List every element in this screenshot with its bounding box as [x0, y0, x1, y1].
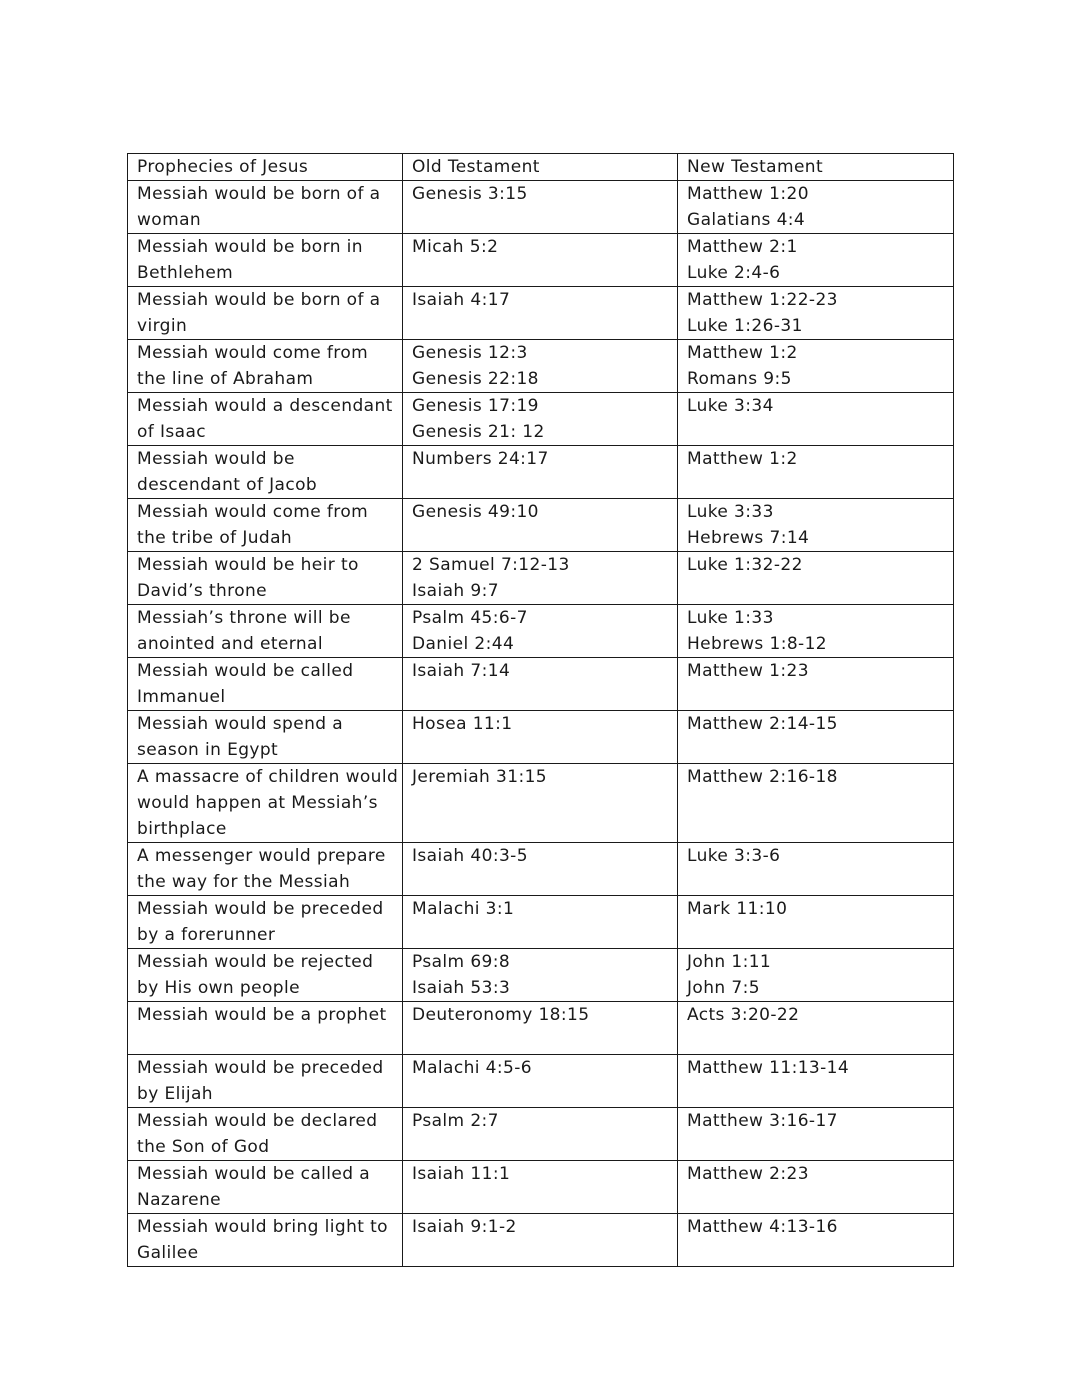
cell-line [412, 790, 673, 816]
table-body [128, 181, 954, 1267]
table-row [128, 1002, 954, 1055]
cell-line: the tribe of Judah [137, 528, 293, 548]
cell-line: Isaiah 4:17 [412, 290, 511, 310]
prophecy-cell [128, 393, 403, 446]
old-testament-cell [403, 499, 678, 552]
new-testament-cell [678, 340, 954, 393]
table-header-row [128, 154, 954, 181]
table-row [128, 1161, 954, 1214]
cell-line: Matthew 2:16-18 [687, 767, 838, 787]
table-row [128, 896, 954, 949]
cell-line [412, 869, 673, 895]
cell-line [412, 525, 673, 551]
new-testament-cell [678, 843, 954, 896]
cell-line [412, 1240, 673, 1266]
cell-line [687, 869, 949, 895]
cell-line: by His own people [137, 978, 300, 998]
cell-line: Matthew 4:13-16 [687, 1217, 838, 1237]
new-testament-cell [678, 181, 954, 234]
cell-line: the Son of God [137, 1137, 270, 1157]
cell-line: birthplace [137, 819, 227, 839]
cell-line: Messiah would be born of a [137, 290, 381, 310]
header-old-testament: Old Testament [403, 154, 678, 181]
cell-line [412, 313, 673, 339]
cell-line: Luke 2:4-6 [687, 263, 781, 283]
cell-line [687, 472, 949, 498]
old-testament-cell [403, 605, 678, 658]
cell-line: Galatians 4:4 [687, 210, 806, 230]
cell-line [687, 1028, 949, 1054]
cell-line: David’s throne [137, 581, 268, 601]
prophecy-cell [128, 552, 403, 605]
table-row [128, 658, 954, 711]
cell-line: Genesis 12:3 [412, 343, 528, 363]
cell-line [687, 578, 949, 604]
table-row [128, 1214, 954, 1267]
cell-line: of Isaac [137, 422, 207, 442]
table-row [128, 764, 954, 843]
old-testament-cell [403, 446, 678, 499]
table-row [128, 446, 954, 499]
cell-line [687, 1134, 949, 1160]
cell-line: Psalm 2:7 [412, 1111, 499, 1131]
cell-line: Genesis 49:10 [412, 502, 539, 522]
table-row [128, 1108, 954, 1161]
cell-line [687, 816, 949, 842]
cell-line: Galilee [137, 1243, 199, 1263]
cell-line: Numbers 24:17 [412, 449, 549, 469]
old-testament-cell [403, 1108, 678, 1161]
prophecy-cell [128, 658, 403, 711]
cell-line: Messiah would bring light to [137, 1217, 388, 1237]
cell-line: Messiah would be called [137, 661, 354, 681]
table-row [128, 340, 954, 393]
cell-line [412, 1081, 673, 1107]
old-testament-cell [403, 1161, 678, 1214]
cell-line: Matthew 3:16-17 [687, 1111, 838, 1131]
cell-line: Malachi 3:1 [412, 899, 515, 919]
cell-line: Messiah would spend a [137, 714, 344, 734]
table-row [128, 949, 954, 1002]
cell-line: A messenger would prepare [137, 846, 386, 866]
prophecy-cell [128, 181, 403, 234]
prophecy-cell [128, 499, 403, 552]
cell-line: Luke 1:32-22 [687, 555, 803, 575]
prophecy-cell [128, 1214, 403, 1267]
old-testament-cell [403, 1055, 678, 1108]
old-testament-cell [403, 1214, 678, 1267]
new-testament-cell [678, 711, 954, 764]
prophecy-cell [128, 1055, 403, 1108]
cell-line: Messiah would be rejected [137, 952, 374, 972]
cell-line: Messiah would come from [137, 502, 369, 522]
cell-line: Malachi 4:5-6 [412, 1058, 532, 1078]
prophecy-table [127, 153, 954, 1267]
header-prophecies: Prophecies of Jesus [128, 154, 403, 181]
new-testament-cell [678, 234, 954, 287]
cell-line: virgin [137, 316, 188, 336]
prophecy-cell [128, 234, 403, 287]
cell-line [687, 737, 949, 763]
cell-line: Luke 1:33 [687, 608, 774, 628]
cell-line: Isaiah 40:3-5 [412, 846, 528, 866]
cell-line: Matthew 1:2 [687, 343, 798, 363]
old-testament-cell [403, 393, 678, 446]
cell-line [687, 684, 949, 710]
prophecy-cell [128, 605, 403, 658]
cell-line [687, 922, 949, 948]
cell-line: Romans 9:5 [687, 369, 792, 389]
old-testament-cell [403, 552, 678, 605]
cell-line: Psalm 69:8 [412, 952, 511, 972]
table-row [128, 499, 954, 552]
new-testament-cell [678, 499, 954, 552]
table-row [128, 287, 954, 340]
old-testament-cell [403, 181, 678, 234]
cell-line: Messiah would be [137, 449, 295, 469]
cell-line: the way for the Messiah [137, 872, 351, 892]
table-row [128, 234, 954, 287]
cell-line [412, 684, 673, 710]
cell-line: Matthew 11:13-14 [687, 1058, 850, 1078]
prophecy-cell [128, 843, 403, 896]
cell-line: Luke 1:26-31 [687, 316, 803, 336]
cell-line [412, 207, 673, 233]
cell-line: Genesis 17:19 [412, 396, 539, 416]
cell-line: Genesis 21: 12 [412, 422, 545, 442]
table-row [128, 605, 954, 658]
cell-line: Messiah would be born in [137, 237, 363, 257]
cell-line [412, 1134, 673, 1160]
old-testament-cell [403, 764, 678, 843]
cell-line: by Elijah [137, 1084, 213, 1104]
cell-line [687, 790, 949, 816]
cell-line [412, 472, 673, 498]
cell-line: Acts 3:20-22 [687, 1005, 800, 1025]
new-testament-cell [678, 1161, 954, 1214]
new-testament-cell [678, 287, 954, 340]
old-testament-cell [403, 658, 678, 711]
cell-line: John 1:11 [687, 952, 772, 972]
cell-line: Matthew 1:22-23 [687, 290, 838, 310]
prophecy-cell [128, 340, 403, 393]
cell-line: Messiah’s throne will be [137, 608, 351, 628]
old-testament-cell [403, 234, 678, 287]
old-testament-cell [403, 711, 678, 764]
prophecy-cell [128, 896, 403, 949]
cell-line: John 7:5 [687, 978, 760, 998]
cell-line [412, 816, 673, 842]
prophecy-cell [128, 711, 403, 764]
table-row [128, 181, 954, 234]
cell-line: Psalm 45:6-7 [412, 608, 528, 628]
cell-line: Matthew 2:14-15 [687, 714, 838, 734]
cell-line: Isaiah 7:14 [412, 661, 511, 681]
document-page [127, 153, 953, 1267]
cell-line [687, 1187, 949, 1213]
new-testament-cell [678, 552, 954, 605]
cell-line [412, 260, 673, 286]
cell-line: Matthew 1:2 [687, 449, 798, 469]
cell-line: Jeremiah 31:15 [412, 767, 548, 787]
table-row [128, 552, 954, 605]
cell-line [137, 1028, 398, 1054]
new-testament-cell [678, 764, 954, 843]
old-testament-cell [403, 843, 678, 896]
new-testament-cell [678, 896, 954, 949]
cell-line [412, 737, 673, 763]
cell-line: Daniel 2:44 [412, 634, 515, 654]
cell-line: Matthew 1:20 [687, 184, 809, 204]
prophecy-cell [128, 949, 403, 1002]
cell-line: Isaiah 11:1 [412, 1164, 511, 1184]
cell-line: the line of Abraham [137, 369, 314, 389]
cell-line: Messiah would be declared [137, 1111, 378, 1131]
cell-line: Messiah would come from [137, 343, 369, 363]
cell-line: A massacre of children would [137, 767, 399, 787]
cell-line [687, 1240, 949, 1266]
cell-line: Messiah would be preceded [137, 899, 384, 919]
cell-line: Luke 3:33 [687, 502, 774, 522]
cell-line: Messiah would be preceded [137, 1058, 384, 1078]
cell-line: season in Egypt [137, 740, 279, 760]
new-testament-cell [678, 1214, 954, 1267]
header-new-testament: New Testament [678, 154, 954, 181]
cell-line: Matthew 2:1 [687, 237, 798, 257]
cell-line: Immanuel [137, 687, 226, 707]
cell-line: Mark 11:10 [687, 899, 788, 919]
old-testament-cell [403, 896, 678, 949]
cell-line [412, 922, 673, 948]
cell-line: Messiah would be called a [137, 1164, 371, 1184]
new-testament-cell [678, 446, 954, 499]
cell-line: Micah 5:2 [412, 237, 499, 257]
cell-line: Hebrews 7:14 [687, 528, 810, 548]
prophecy-cell [128, 287, 403, 340]
cell-line [687, 419, 949, 445]
cell-line: Luke 3:3-6 [687, 846, 781, 866]
cell-line: Genesis 3:15 [412, 184, 528, 204]
cell-line: Bethlehem [137, 263, 234, 283]
new-testament-cell [678, 1108, 954, 1161]
new-testament-cell [678, 605, 954, 658]
cell-line: Isaiah 53:3 [412, 978, 511, 998]
cell-line [687, 1081, 949, 1107]
cell-line: Matthew 1:23 [687, 661, 809, 681]
cell-line: anointed and eternal [137, 634, 323, 654]
cell-line: Hosea 11:1 [412, 714, 513, 734]
cell-line [412, 1028, 673, 1054]
cell-line: Deuteronomy 18:15 [412, 1005, 590, 1025]
cell-line: Isaiah 9:1-2 [412, 1217, 517, 1237]
cell-line: descendant of Jacob [137, 475, 318, 495]
table-row [128, 843, 954, 896]
prophecy-cell [128, 1108, 403, 1161]
table-row [128, 393, 954, 446]
new-testament-cell [678, 949, 954, 1002]
old-testament-cell [403, 340, 678, 393]
prophecy-cell [128, 1002, 403, 1055]
cell-line: Isaiah 9:7 [412, 581, 499, 601]
cell-line: Messiah would be a prophet [137, 1005, 387, 1025]
new-testament-cell [678, 1002, 954, 1055]
cell-line: Hebrews 1:8-12 [687, 634, 827, 654]
prophecy-cell [128, 764, 403, 843]
cell-line: Genesis 22:18 [412, 369, 539, 389]
cell-line: Luke 3:34 [687, 396, 774, 416]
old-testament-cell [403, 1002, 678, 1055]
table-row [128, 1055, 954, 1108]
cell-line: 2 Samuel 7:12-13 [412, 555, 570, 575]
old-testament-cell [403, 287, 678, 340]
new-testament-cell [678, 393, 954, 446]
cell-line: Messiah would be heir to [137, 555, 359, 575]
cell-line: Messiah would a descendant [137, 396, 393, 416]
new-testament-cell [678, 1055, 954, 1108]
cell-line: Messiah would be born of a [137, 184, 381, 204]
new-testament-cell [678, 658, 954, 711]
cell-line: Matthew 2:23 [687, 1164, 809, 1184]
table-row [128, 711, 954, 764]
cell-line: Nazarene [137, 1190, 221, 1210]
cell-line: woman [137, 210, 202, 230]
prophecy-cell [128, 1161, 403, 1214]
old-testament-cell [403, 949, 678, 1002]
prophecy-cell [128, 446, 403, 499]
cell-line: by a forerunner [137, 925, 276, 945]
cell-line [412, 1187, 673, 1213]
cell-line: would happen at Messiah’s [137, 793, 378, 813]
